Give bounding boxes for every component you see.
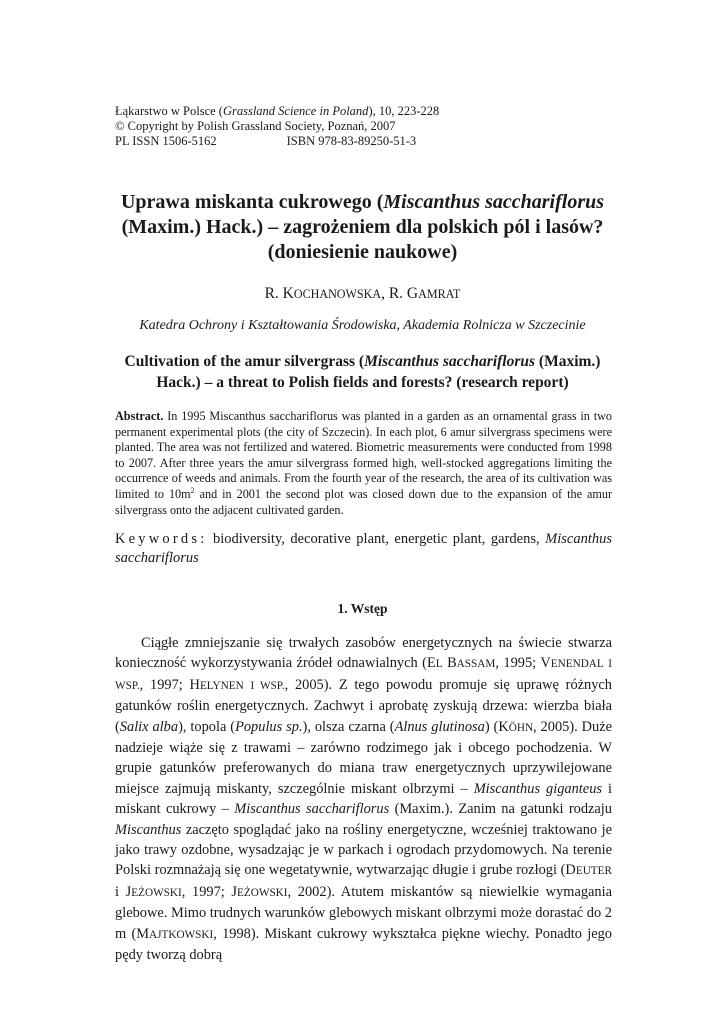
abstract-label: Abstract. (115, 409, 164, 423)
keywords: Keywords: biodiversity, decorative plant, energetic plant, gardens, Miscanthus sacchariflorus (115, 531, 612, 566)
issn: PL ISSN 1506-5162 (115, 134, 217, 148)
abstract: Abstract. In 1995 Miscanthus sacchariflorus was planted in a garden as an ornamental grass in two permanent experimental plots (the city of Szczecin). In each plot, 6 amur silvergrass specimens were planted. The area was not fertilized and watered. Biometric measurements were conducted from 1998 to 2007. After three years the amur silvergrass formed high, well-stocked aggregations limiting the occurrence of weeds and animals. From the fourth year of the research, the area of its cultivation was limited to $10m^2$ and in 2001 the second plot was closed down due to the expansion of the amur silvergrass onto the adjacent cultivated garden. (115, 409, 613, 517)
affiliation: Katedra Ochrony i Kształtowania Środowiska, Akademia Rolnicza w Szczecinie (139, 318, 586, 333)
keywords-label: Keywords: (115, 531, 208, 547)
authors: R. KOCHANOWSKA, R. GAMRAT (264, 285, 461, 302)
body-paragraph: Ciągłe zmniejszanie się trwałych zasobów energetycznych na świecie stwarza konieczność wykorzystywania źródeł odnawialnych (EL BASSAM, 1995; VENENDAL I WSP., 1997; HELYNEN I WSP., 2005). Z tego powodu promuje się uprawę różnych gatunków roślin energetycznych. Zachwyt i aprobatę zyskują drzewa: wierzba biała (Salix alba), topola (Populus sp.), olsza czarna (Alnus glutinosa) (KÖHN, 2005). Duże nadzieje wiąże się z trawami – zarówno rodzimego jak i obcego pochodzenia. W grupie gatunków preferowanych do miana traw energetycznych uprzywilejowane miejsce zajmują miskanty, szczególnie miskant olbrzymi – Miscanthus giganteus i miskant cukrowy – Miscanthus sacchariflorus (Maxim.). Zanim na gatunki rodzaju Miscanthus zaczęto spoglądać jako na rośliny energetyczne, wcześniej traktowano je jako trawy ozdobne, wysadzając je w parkach i ogrodach przydomowych. Na terenie Polski rozmnażają się one wegetatywnie, wytwarzając długie i grube rozłogi (DEUTER i JEŻOWSKI, 1997; JEŻOWSKI, 2002). Atutem miskantów są niewielkie wymagania glebowe. Mimo trudnych warunków glebowych miskant olbrzymi może dorastać do 2 m (MAJTKOWSKI, 1998). Miskant cukrowy wykształca piękne wiechy. Ponadto jego pędy tworzą dobrą (115, 635, 613, 964)
journal-prefix: Łąkarstwo w Polsce ( (115, 104, 223, 118)
title-species: Miscanthus sacchariflorus (383, 191, 605, 213)
journal-volume-pages: ), 10, 223-228 (368, 104, 440, 118)
english-title-species: Miscanthus sacchariflorus (364, 353, 536, 370)
issn-isbn-line (115, 134, 439, 149)
journal-name: Grassland Science in Poland (222, 104, 369, 118)
journal-header (115, 104, 439, 149)
section-heading: 1. Wstęp (337, 601, 388, 616)
english-title: Cultivation of the amur silvergrass (Miscanthus sacchariflorus (Maxim.) Hack.) – a threat to Polish fields and forests? (research report) (124, 353, 601, 391)
paper-title: Uprawa miskanta cukrowego (Miscanthus sacchariflorus (Maxim.) Hack.) – zagrożeniem dla polskich pól i lasów? (doniesienie naukowe) (120, 191, 605, 263)
copyright-line: © Copyright by Polish Grassland Society, Poznań, 2007 (115, 119, 396, 133)
journal-citation (115, 104, 439, 119)
isbn: ISBN 978-83-89250-51-3 (286, 134, 417, 148)
